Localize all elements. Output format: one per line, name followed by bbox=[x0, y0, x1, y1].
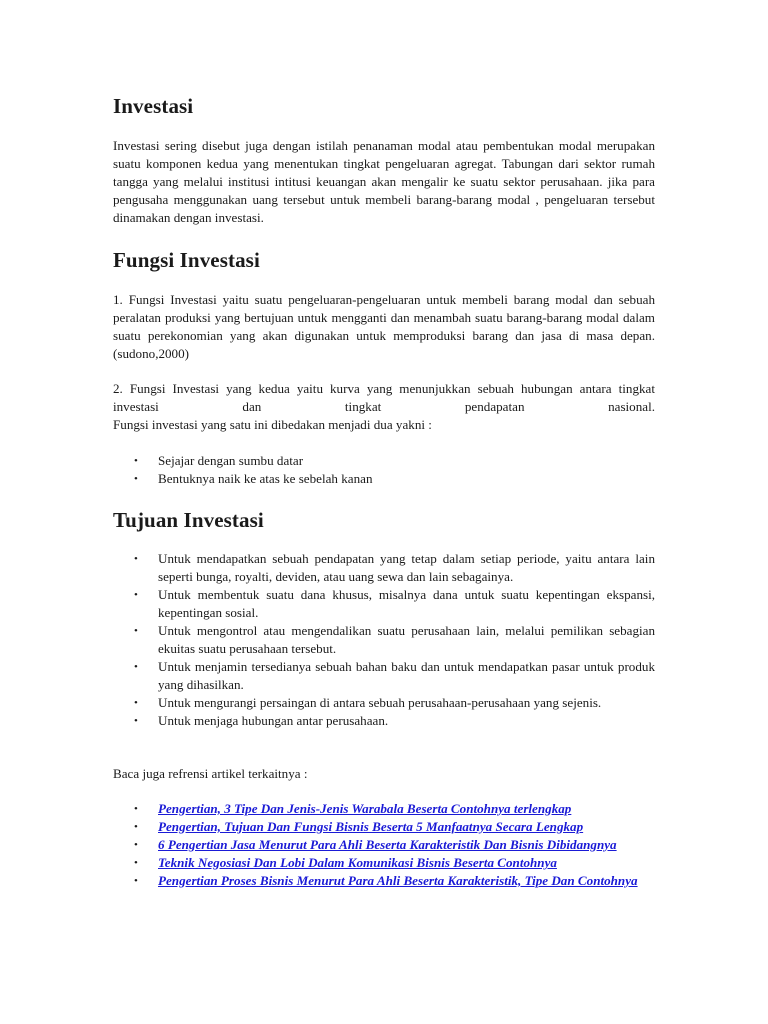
list-item bbox=[113, 800, 655, 818]
bullet-icon: • bbox=[134, 661, 138, 673]
list-item-text: Untuk mendapatkan sebuah pendapatan yang tetap dalam setiap periode, yaitu antara lain seperti bunga, royalti, deviden, atau uang sewa dan lain sebagainya. bbox=[158, 551, 655, 584]
related-link[interactable]: Teknik Negosiasi Dan Lobi Dalam Komunikasi Bisnis Beserta Contohnya bbox=[158, 855, 557, 870]
bullet-icon: • bbox=[134, 715, 138, 727]
related-links-list bbox=[113, 800, 655, 890]
fungsi-list bbox=[113, 452, 655, 488]
related-link[interactable]: Pengertian, Tujuan Dan Fungsi Bisnis Beserta 5 Manfaatnya Secara Lengkap bbox=[158, 819, 584, 834]
list-item bbox=[113, 872, 655, 890]
list-item bbox=[113, 622, 655, 658]
list-item bbox=[113, 836, 655, 854]
list-item bbox=[113, 470, 655, 488]
fungsi-paragraph-2-line-1: 2. Fungsi Investasi yang kedua yaitu kurva yang menunjukkan sebuah hubungan antara tingkat investasi dan tingkat pendapatan nasional. bbox=[113, 381, 655, 414]
list-item bbox=[113, 854, 655, 872]
related-link[interactable]: Pengertian, 3 Tipe Dan Jenis-Jenis Warabala Beserta Contohnya terlengkap bbox=[158, 801, 572, 816]
heading-tujuan-investasi: Tujuan Investasi bbox=[113, 508, 264, 532]
heading-fungsi-investasi: Fungsi Investasi bbox=[113, 248, 260, 272]
fungsi-paragraph-1: 1. Fungsi Investasi yaitu suatu pengeluaran-pengeluaran untuk membeli barang modal dan sebuah peralatan produksi yang bertujuan untuk mengganti dan menambah suatu barang-barang modal dalam suatu perekonomian yang akan digunakan untuk memproduksi barang dan jasa di masa depan.(sudono,2000) bbox=[113, 292, 655, 361]
intro-paragraph: Investasi sering disebut juga dengan istilah penanaman modal atau pembentukan modal merupakan suatu komponen kedua yang menentukan tingkat pengeluaran agregat. Tabungan dari sektor rumah tangga yang melalui institusi intitusi keuangan akan mengalir ke suatu sektor perusahaan. jika para pengusaha menggunakan uang tersebut untuk membeli barang-barang modal , pengeluaran tersebut dinamakan dengan investasi. bbox=[113, 138, 655, 225]
list-item bbox=[113, 452, 655, 470]
related-link[interactable]: Pengertian Proses Bisnis Menurut Para Ahli Beserta Karakteristik, Tipe Dan Contohnya bbox=[158, 873, 638, 888]
baca-juga-text: Baca juga refrensi artikel terkaitnya : bbox=[113, 766, 308, 781]
list-item-text: Untuk menjaga hubungan antar perusahaan. bbox=[158, 713, 389, 728]
bullet-icon: • bbox=[134, 839, 138, 851]
list-item-text: Bentuknya naik ke atas ke sebelah kanan bbox=[158, 471, 373, 486]
list-item bbox=[113, 694, 655, 712]
heading-investasi: Investasi bbox=[113, 94, 194, 118]
list-item-text: Untuk menjamin tersedianya sebuah bahan baku dan untuk mendapatkan pasar untuk produk yang dihasilkan. bbox=[158, 659, 655, 692]
bullet-icon: • bbox=[134, 875, 138, 887]
list-item-text: Untuk mengurangi persaingan di antara sebuah perusahaan-perusahaan yang sejenis. bbox=[158, 695, 602, 710]
bullet-icon: • bbox=[134, 857, 138, 869]
tujuan-list bbox=[113, 550, 655, 730]
bullet-icon: • bbox=[134, 803, 138, 815]
bullet-icon: • bbox=[134, 589, 138, 601]
bullet-icon: • bbox=[134, 473, 138, 485]
list-item bbox=[113, 658, 655, 694]
related-link[interactable]: 6 Pengertian Jasa Menurut Para Ahli Beserta Karakteristik Dan Bisnis Dibidangnya bbox=[158, 837, 617, 852]
list-item bbox=[113, 818, 655, 836]
list-item-text: Sejajar dengan sumbu datar bbox=[158, 453, 304, 468]
bullet-icon: • bbox=[134, 455, 138, 467]
bullet-icon: • bbox=[134, 625, 138, 637]
list-item bbox=[113, 712, 655, 730]
bullet-icon: • bbox=[134, 821, 138, 833]
list-item-text: Untuk membentuk suatu dana khusus, misalnya dana untuk suatu kepentingan ekspansi, kepentingan sosial. bbox=[158, 587, 655, 620]
bullet-icon: • bbox=[134, 697, 138, 709]
fungsi-paragraph-2-line-2: Fungsi investasi yang satu ini dibedakan menjadi dua yakni : bbox=[113, 417, 432, 432]
fungsi-paragraph-2 bbox=[113, 380, 655, 434]
list-item bbox=[113, 550, 655, 586]
list-item bbox=[113, 586, 655, 622]
bullet-icon: • bbox=[134, 553, 138, 565]
list-item-text: Untuk mengontrol atau mengendalikan suatu perusahaan lain, melalui pemilikan sebagian ekuitas suatu perusahaan tersebut. bbox=[158, 623, 655, 656]
